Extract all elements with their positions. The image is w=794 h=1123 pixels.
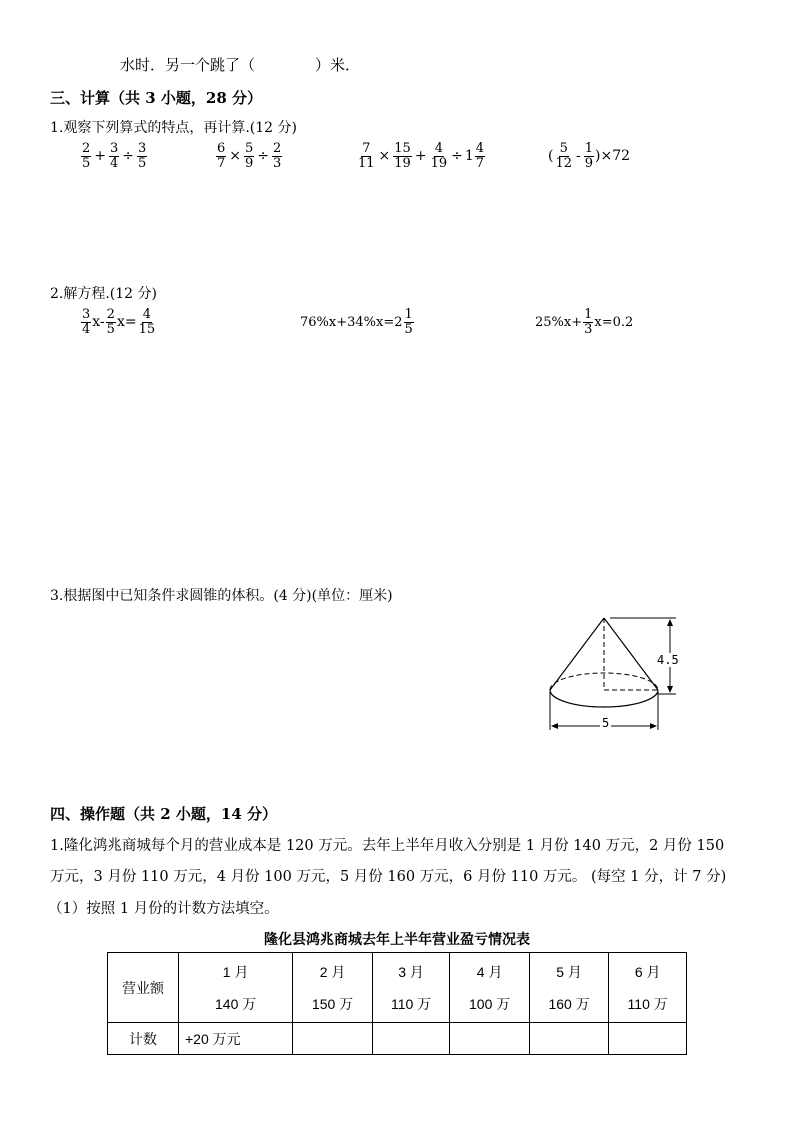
q1-expression-4: ( $\frac{5}{12}$ - $\frac{1}{9}$ )×72 (548, 141, 631, 171)
fraction: $\frac{5}{9}$ (245, 141, 254, 171)
diameter-label: 5 (602, 716, 610, 730)
table-title: 隆化县鸿兆商城去年上半年营业盈亏情况表 (264, 932, 530, 948)
section-4-heading: 四、操作题（共 2 小题，14 分） (50, 805, 277, 823)
top-line-text: 水时．另一个跳了（ (120, 56, 256, 74)
q3-label: 3.根据图中已知条件求圆锥的体积。(4 分)(单位：厘米) (50, 588, 393, 604)
fraction: $\frac{4}{19}$ (430, 141, 448, 171)
table-row (108, 1023, 687, 1055)
section-3-heading: 三、计算（共 3 小题，28 分） (50, 89, 262, 107)
top-line-close: ）米． (315, 56, 361, 74)
fraction: $\frac{1}{9}$ (584, 141, 594, 171)
month-cell: 2 月 150 万 (293, 953, 372, 1023)
q4-1-line-2: 万元，3 月份 110 万元，4 月份 100 万元，5 月份 160 万元，6 月份 110 万元。 (每空 1 分，计 7 分) (50, 869, 727, 885)
count-cell[interactable]: +20 万元 (179, 1023, 293, 1055)
fraction: $\frac{3}{4}$ (82, 307, 91, 337)
month-cell: 5 月 160 万 (529, 953, 608, 1023)
fraction: $\frac{2}{5}$ (82, 141, 91, 171)
month-cell: 1 月 140 万 (179, 953, 293, 1023)
cone-diagram (540, 610, 690, 735)
row-head-revenue: 营业额 (108, 953, 179, 1023)
fraction: $\frac{5}{12}$ (555, 141, 573, 171)
fraction: $\frac{3}{5}$ (138, 141, 147, 171)
month-cell: 4 月 100 万 (450, 953, 529, 1023)
fraction: $\frac{4}{15}$ (138, 307, 156, 337)
fraction: $\frac{3}{4}$ (110, 141, 119, 171)
q2-equation-3: 25%x+ $\frac{1}{3}$ x=0.2 (535, 307, 634, 337)
month-cell: 3 月 110 万 (372, 953, 450, 1023)
q1-expression-3: $\frac{7}{11}$ × $\frac{15}{19}$ + $\frac{4}{19}$ ÷ 1 $\frac{4}{7}$ (358, 141, 485, 171)
q1-expression-1: $\frac{2}{5}$ + $\frac{3}{4}$ ÷ $\frac{3}{5}$ (82, 141, 147, 171)
count-cell[interactable] (450, 1023, 529, 1055)
fraction: $\frac{15}{19}$ (394, 141, 411, 171)
q1-label: 1.观察下列算式的特点，再计算.(12 分) (50, 120, 297, 136)
month-cell: 6 月 110 万 (609, 953, 687, 1023)
top-line (120, 54, 360, 75)
fraction: $\frac{4}{7}$ (475, 141, 485, 171)
fraction: $\frac{2}{3}$ (273, 141, 282, 171)
count-cell[interactable] (609, 1023, 687, 1055)
count-cell[interactable] (529, 1023, 608, 1055)
fraction: $\frac{1}{3}$ (584, 307, 593, 337)
q1-expression-2: $\frac{6}{7}$ × $\frac{5}{9}$ ÷ $\frac{2}{3}$ (217, 141, 282, 171)
row-head-count: 计数 (108, 1023, 179, 1055)
table-row (108, 953, 687, 1023)
q4-1-sub: （1）按照 1 月份的计数方法填空。 (48, 901, 279, 917)
q2-equation-2: 76%x+34%x=2 $\frac{1}{5}$ (300, 307, 413, 337)
profit-loss-table (107, 952, 687, 1055)
fraction: $\frac{7}{11}$ (358, 141, 375, 171)
fraction: $\frac{1}{5}$ (404, 307, 413, 337)
height-label: 4.5 (657, 653, 679, 667)
q4-1-line-1: 1.隆化鸿兆商城每个月的营业成本是 120 万元。去年上半年月收入分别是 1 月份 140 万元，2 月份 150 (50, 838, 725, 854)
q2-label: 2.解方程.(12 分) (50, 286, 157, 302)
fraction: $\frac{2}{5}$ (106, 307, 115, 337)
count-cell[interactable] (293, 1023, 372, 1055)
fraction: $\frac{6}{7}$ (217, 141, 226, 171)
q2-equation-1: $\frac{3}{4}$ x- $\frac{2}{5}$ x= $\frac{4}{15}$ (82, 307, 156, 337)
count-cell[interactable] (372, 1023, 450, 1055)
